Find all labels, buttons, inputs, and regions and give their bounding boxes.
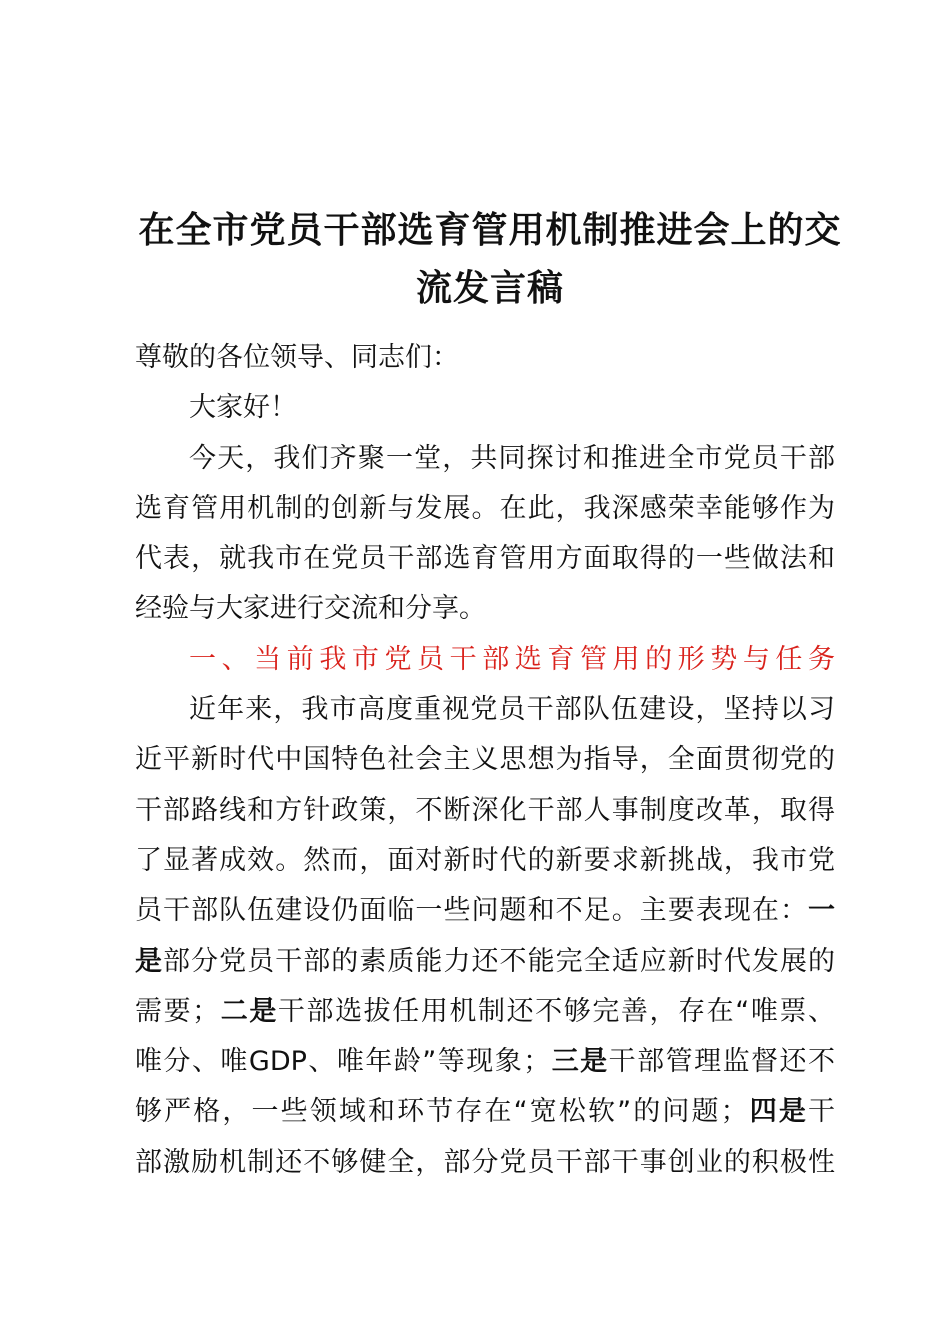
paragraph-line: 了显著成效。然而，面对新时代的新要求新挑战，我市党: [135, 844, 835, 876]
intro-line: 选育管用机制的创新与发展。在此，我深感荣幸能够作为: [135, 492, 835, 524]
text-run: 干部选拔任用机制还不够完善，存在“唯票、: [277, 995, 835, 1027]
document-body: [135, 333, 835, 1188]
paragraph-line: 近平新时代中国特色社会主义思想为指导，全面贯彻党的: [135, 744, 835, 776]
intro-line: 代表，就我市在党员干部选育管用方面取得的一些做法和: [135, 543, 835, 575]
section-heading: 一、当前我市党员干部选育管用的形势与任务: [189, 643, 835, 675]
bold-run: 一: [808, 895, 835, 927]
document-title: [120, 202, 860, 318]
text-run: 唯分、唯GDP、唯年龄”等现象；: [135, 1046, 551, 1078]
paragraph-line: 部激励机制还不够健全，部分党员干部干事创业的积极性: [135, 1146, 835, 1178]
text-run: 员干部队伍建设仍面临一些问题和不足。主要表现在：: [135, 895, 808, 927]
bold-run: 四是: [747, 1096, 809, 1128]
title-line-2: 流发言稿: [415, 268, 564, 309]
greeting: 大家好！: [189, 392, 297, 424]
intro-line: 今天，我们齐聚一堂，共同探讨和推进全市党员干部: [189, 442, 835, 474]
title-line-1: 在全市党员干部选育管用机制推进会上的交: [138, 210, 842, 251]
text-run: 够严格，一些领域和环节存在“宽松软”的问题；: [135, 1096, 748, 1128]
text-run: 干: [808, 1096, 836, 1128]
bold-run: 是: [135, 945, 164, 977]
paragraph-line: [135, 987, 835, 1037]
bold-run: 三是: [550, 1046, 609, 1078]
paragraph-line: [135, 1087, 835, 1137]
intro-line: 经验与大家进行交流和分享。: [135, 593, 486, 625]
bold-run: 二是: [219, 995, 278, 1027]
paragraph-line: [135, 937, 835, 987]
text-run: 部分党员干部的素质能力还不能完全适应新时代发展的: [163, 945, 836, 977]
paragraph-line: [135, 886, 835, 936]
paragraph-line: [135, 1037, 835, 1087]
salutation: 尊敬的各位领导、同志们：: [135, 342, 459, 373]
text-run: 干部管理监督还不: [608, 1046, 836, 1078]
paragraph-line: 干部路线和方针政策，不断深化干部人事制度改革，取得: [135, 794, 835, 826]
text-run: 需要；: [135, 995, 220, 1027]
paragraph-line: 近年来，我市高度重视党员干部队伍建设，坚持以习: [189, 694, 835, 726]
